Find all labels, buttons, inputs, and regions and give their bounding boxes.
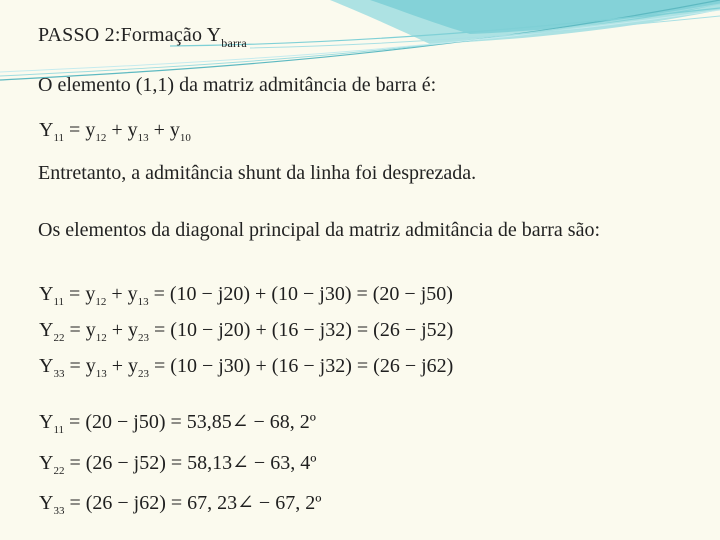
intro-text: O elemento (1,1) da matriz admitância de barra é: bbox=[38, 74, 437, 96]
slide-title bbox=[38, 24, 247, 51]
shunt-note-text: Entretanto, a admitância shunt da linha foi desprezada. bbox=[38, 162, 477, 184]
equation-y11-definition: $Y_{11} = y_{12} + y_{13} + y_{10}$ bbox=[39, 119, 191, 144]
diagonal-intro-text: Os elementos da diagonal principal da matriz admitância de barra são: bbox=[38, 219, 601, 241]
title-subscript: barra bbox=[221, 36, 247, 50]
equation-y11: $Y_{11} = y_{12} + y_{13} = (10 - j20) + (10 - j30) = (20 - j50)$ bbox=[39, 283, 453, 308]
title-main: PASSO 2:Formação Y bbox=[38, 24, 222, 46]
polar-y11: $Y_{11} = (20 - j50)$ = 53,85∠ − 68, 2º bbox=[39, 411, 317, 436]
equation-y22: $Y_{22} = y_{12} + y_{23} = (10 - j20) + (16 - j32) = (26 - j52)$ bbox=[39, 319, 454, 344]
equation-y33: $Y_{33} = y_{13} + y_{23} = (10 - j30) + (16 - j32) = (26 - j62)$ bbox=[39, 355, 454, 380]
polar-y22: $Y_{22} = (26 - j52)$ = 58,13∠ − 63, 4º bbox=[39, 452, 317, 477]
polar-y33: $Y_{33} = (26 - j62) = 67$, 23∠ − 67, 2º bbox=[39, 492, 322, 517]
